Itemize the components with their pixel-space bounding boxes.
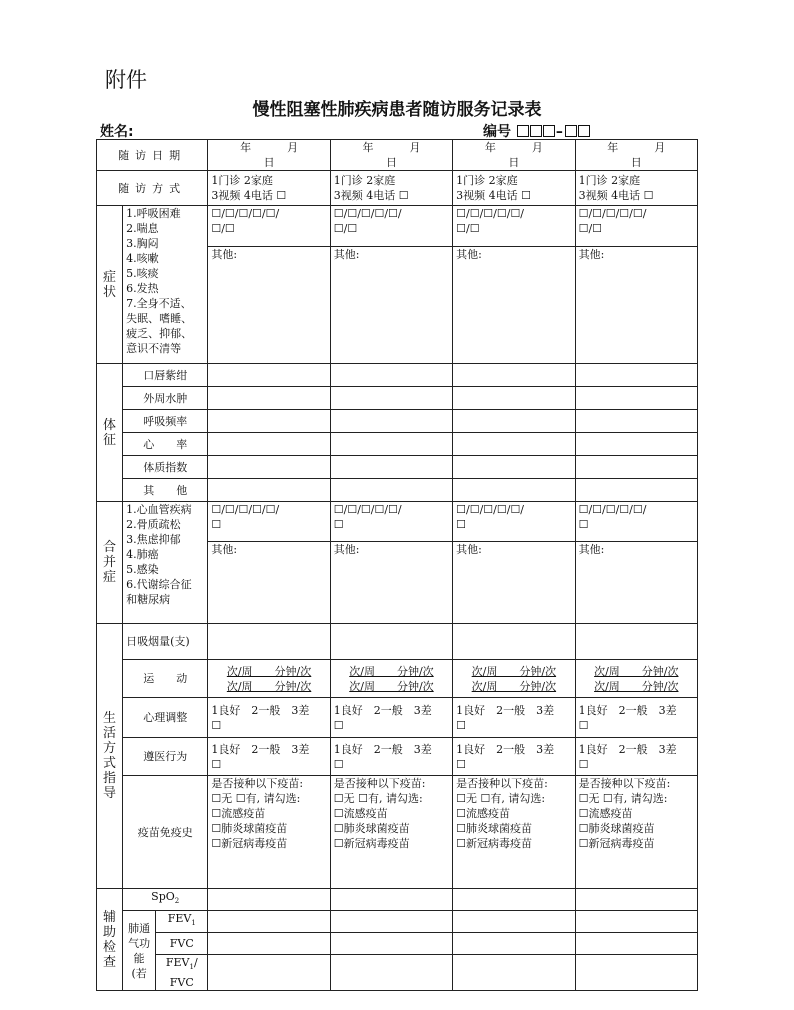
sign-label [123, 433, 208, 456]
mode-options-line2: 3视频 4电话 ☐ [578, 189, 654, 202]
comorbidity-boxes-line2: ☐ [456, 518, 467, 531]
symptom-checkboxes[interactable] [330, 206, 452, 247]
symptom-boxes-line1: ☐/☐/☐/☐/☐/ [456, 207, 525, 220]
comorbidity-boxes-line1: ☐/☐/☐/☐/☐/ [456, 503, 525, 516]
day-label: 日 [630, 156, 642, 169]
table-row [97, 387, 698, 410]
symptom-item: 意识不清等 [126, 342, 182, 355]
smoking-cell[interactable] [208, 624, 330, 660]
comorbidity-item: 2.骨质疏松 [126, 518, 181, 531]
fvc-label-text: FVC [169, 937, 194, 950]
symptom-item: 3.胸闷 [126, 237, 159, 250]
sign-label-text: 体质指数 [143, 460, 188, 474]
table-row [97, 364, 698, 387]
section-signs [97, 364, 123, 502]
year-label: 年 [240, 141, 252, 154]
rating-line1: 1良好 2一般 3差 [456, 742, 555, 756]
exercise-line1: 次/周 分钟/次 [349, 664, 434, 678]
vaccine-line: ☐无 ☐有, 请勾选: [333, 792, 423, 805]
vaccine-line: ☐流感疫苗 [578, 807, 633, 820]
table-row [97, 698, 698, 738]
compliance-cell[interactable] [453, 738, 575, 776]
comorbidity-other-cell[interactable] [330, 542, 452, 624]
table-row [97, 889, 698, 911]
comorbidity-list [123, 502, 208, 624]
section-comorbidity [97, 502, 123, 624]
rating-line1: 1良好 2一般 3差 [211, 742, 310, 756]
sign-value-cell[interactable] [330, 364, 452, 387]
serial-box[interactable] [517, 125, 529, 137]
section-lifestyle [97, 624, 123, 889]
other-label: 其他: [211, 248, 238, 261]
symptom-boxes-line2: ☐/☐ [211, 222, 235, 235]
day-label: 日 [385, 156, 397, 169]
section-symptoms-label: 症状 [103, 269, 117, 300]
vaccine-line: ☐肺炎球菌疫苗 [578, 822, 655, 835]
table-row [97, 502, 698, 542]
exercise-line1: 次/周 分钟/次 [226, 664, 312, 678]
sign-value-cell[interactable] [575, 387, 697, 410]
section-comorbidity-label: 合并症 [103, 540, 117, 585]
table-row [97, 456, 698, 479]
fev1-label-text: FEV [167, 912, 192, 926]
fev1-fvc-cell[interactable] [453, 955, 575, 991]
comorbidity-checkboxes[interactable] [453, 502, 575, 542]
section-aux-exam [97, 889, 123, 991]
vaccine-line: ☐无 ☐有, 请勾选: [456, 792, 546, 805]
fev1-fvc-cell[interactable] [575, 955, 697, 991]
fev1-fvc-label [156, 955, 208, 991]
table-row [97, 776, 698, 889]
serial-box[interactable] [578, 125, 590, 137]
symptom-list [123, 206, 208, 364]
spo2-cell[interactable] [330, 889, 452, 911]
vaccine-line: 是否接种以下疫苗: [211, 777, 304, 790]
ratio-bottom-text: FVC [169, 976, 194, 990]
section-symptoms [97, 206, 123, 364]
symptom-other-cell[interactable] [330, 247, 452, 364]
month-label: 月 [409, 141, 421, 154]
rating-line1: 1良好 2一般 3差 [211, 703, 310, 717]
comorbidity-boxes-line1: ☐/☐/☐/☐/☐/ [211, 503, 280, 516]
form-title: 慢性阻塞性肺疾病患者随访服务记录表 [252, 100, 542, 120]
followup-date-cell[interactable] [208, 140, 330, 171]
exercise-line2: 次/周 分钟/次 [471, 679, 557, 693]
spo2-cell[interactable] [453, 889, 575, 911]
symptom-item: 2.喘息 [126, 222, 159, 235]
sign-value-cell[interactable] [208, 456, 330, 479]
followup-date-label-text: 随访日期 [118, 148, 187, 162]
month-label: 月 [654, 141, 666, 154]
followup-date-cell[interactable] [330, 140, 452, 171]
vaccine-line: ☐新冠病毒疫苗 [456, 837, 533, 850]
compliance-label [123, 738, 208, 776]
rating-line1: 1良好 2一般 3差 [578, 703, 677, 717]
mode-options-line1: 1门诊 2家庭 [456, 174, 518, 187]
sign-label [123, 479, 208, 502]
comorbidity-checkboxes[interactable] [575, 502, 697, 542]
exercise-line2: 次/周 分钟/次 [594, 679, 679, 693]
sign-label-text: 口唇紫绀 [143, 368, 188, 382]
other-label: 其他: [333, 543, 360, 556]
fev1-subscript: 1 [191, 919, 196, 928]
sign-value-cell[interactable] [208, 433, 330, 456]
compliance-label-text: 遵医行为 [143, 750, 188, 763]
comorbidity-other-cell[interactable] [575, 542, 697, 624]
spo2-subscript: 2 [174, 897, 180, 906]
comorbidity-item: 6.代谢综合征 [126, 578, 192, 591]
serial-number-label: 编号 [483, 124, 511, 140]
sign-value-cell[interactable] [330, 387, 452, 410]
exercise-line1: 次/周 分钟/次 [471, 664, 557, 678]
fvc-cell[interactable] [575, 933, 697, 955]
month-label: 月 [531, 141, 543, 154]
section-lifestyle-label: 生活方式指导 [103, 711, 117, 801]
sign-value-cell[interactable] [575, 410, 697, 433]
fev1-cell[interactable] [330, 911, 452, 933]
fvc-cell[interactable] [330, 933, 452, 955]
exercise-line1: 次/周 分钟/次 [594, 664, 679, 678]
smoking-label [123, 624, 208, 660]
table-row [97, 410, 698, 433]
rating-line1: 1良好 2一般 3差 [333, 742, 432, 756]
vaccine-line: 是否接种以下疫苗: [333, 777, 426, 790]
fvc-label [156, 933, 208, 955]
table-row [97, 171, 698, 206]
smoking-cell[interactable] [575, 624, 697, 660]
sign-value-cell[interactable] [575, 433, 697, 456]
other-label: 其他: [456, 248, 482, 261]
rating-line1: 1良好 2一般 3差 [333, 703, 432, 717]
psych-cell[interactable] [330, 698, 452, 738]
followup-mode-label [97, 171, 208, 206]
ratio-subscript: 1 [189, 963, 194, 972]
fvc-cell[interactable] [453, 933, 575, 955]
sign-value-cell[interactable] [330, 479, 452, 502]
followup-mode-label-text: 随访方式 [118, 181, 187, 195]
vaccine-label [123, 776, 208, 889]
year-label: 年 [484, 141, 496, 154]
comorbidity-boxes-line2: ☐ [211, 518, 222, 531]
other-label: 其他: [456, 543, 482, 556]
psych-cell[interactable] [453, 698, 575, 738]
day-label: 日 [508, 156, 520, 169]
lung-function-label-text: 肺通气功能(若 [128, 921, 151, 980]
fev1-fvc-cell[interactable] [208, 955, 330, 991]
sign-label-text: 其 他 [143, 483, 188, 497]
other-label: 其他: [211, 543, 238, 556]
ratio-top-text: FEV [165, 956, 190, 969]
table-row [97, 433, 698, 456]
followup-mode-cell[interactable] [575, 171, 697, 206]
exercise-label-text: 运 动 [143, 672, 188, 685]
symptom-boxes-line1: ☐/☐/☐/☐/☐/ [211, 207, 280, 220]
table-row [97, 911, 698, 933]
rating-line2: ☐ [333, 718, 344, 732]
symptom-boxes-line2: ☐/☐ [578, 222, 603, 235]
sign-label [123, 364, 208, 387]
sign-label [123, 387, 208, 410]
followup-mode-cell[interactable] [330, 171, 452, 206]
mode-options-line2: 3视频 4电话 ☐ [333, 189, 409, 202]
fev1-cell[interactable] [208, 911, 330, 933]
table-row [97, 933, 698, 955]
comorbidity-boxes-line1: ☐/☐/☐/☐/☐/ [578, 503, 647, 516]
followup-date-cell[interactable] [575, 140, 697, 171]
comorbidity-other-cell[interactable] [453, 542, 575, 624]
section-aux-exam-label: 辅助检查 [103, 909, 117, 970]
exercise-cell[interactable] [453, 660, 575, 698]
exercise-line2: 次/周 分钟/次 [349, 679, 434, 693]
fev1-cell[interactable] [453, 911, 575, 933]
table-row [97, 738, 698, 776]
sign-label-text: 外周水肿 [143, 391, 188, 405]
vaccine-line: ☐肺炎球菌疫苗 [211, 822, 288, 835]
sign-value-cell[interactable] [575, 364, 697, 387]
sign-value-cell[interactable] [330, 410, 452, 433]
symptom-item: 4.咳嗽 [126, 252, 159, 265]
mode-options-line1: 1门诊 2家庭 [211, 174, 273, 187]
table-row [97, 955, 698, 991]
vaccine-line: ☐新冠病毒疫苗 [333, 837, 410, 850]
vaccine-line: ☐新冠病毒疫苗 [578, 837, 655, 850]
rating-line2: ☐ [578, 757, 589, 771]
serial-box[interactable] [530, 125, 542, 137]
symptom-boxes-line1: ☐/☐/☐/☐/☐/ [578, 207, 647, 220]
exercise-cell[interactable] [208, 660, 330, 698]
symptom-boxes-line2: ☐/☐ [333, 222, 358, 235]
serial-box[interactable] [565, 125, 577, 137]
rating-line2: ☐ [456, 718, 467, 732]
rating-line1: 1良好 2一般 3差 [578, 742, 677, 756]
sign-value-cell[interactable] [575, 479, 697, 502]
spo2-cell[interactable] [575, 889, 697, 911]
sign-value-cell[interactable] [453, 364, 575, 387]
year-label: 年 [607, 141, 619, 154]
table-row [97, 206, 698, 247]
exercise-cell[interactable] [330, 660, 452, 698]
year-label: 年 [362, 141, 374, 154]
other-label: 其他: [578, 248, 605, 261]
fvc-cell[interactable] [208, 933, 330, 955]
mode-options-line1: 1门诊 2家庭 [578, 174, 641, 187]
spo2-label-text: SpO [151, 890, 175, 904]
rating-line2: ☐ [211, 757, 222, 771]
comorbidity-checkboxes[interactable] [330, 502, 452, 542]
sign-value-cell[interactable] [453, 456, 575, 479]
compliance-cell[interactable] [208, 738, 330, 776]
vaccine-line: ☐新冠病毒疫苗 [211, 837, 288, 850]
sign-value-cell[interactable] [575, 456, 697, 479]
smoking-cell[interactable] [330, 624, 452, 660]
comorbidity-item: 1.心血管疾病 [126, 503, 192, 516]
comorbidity-item: 和糖尿病 [126, 593, 171, 606]
vaccine-cell[interactable] [575, 776, 697, 889]
table-row [97, 660, 698, 698]
exercise-cell[interactable] [575, 660, 697, 698]
comorbidity-item: 3.焦虑抑郁 [126, 533, 181, 546]
table-row [97, 479, 698, 502]
fev1-cell[interactable] [575, 911, 697, 933]
section-signs-label: 体征 [103, 417, 117, 448]
sign-label-text: 呼吸频率 [143, 414, 188, 428]
symptom-item: 疲乏、抑郁、 [126, 327, 193, 340]
other-label: 其他: [333, 248, 360, 261]
comorbidity-item: 5.感染 [126, 563, 159, 576]
vaccine-cell[interactable] [330, 776, 452, 889]
exercise-label [123, 660, 208, 698]
symptom-other-cell[interactable] [208, 247, 330, 364]
serial-number [483, 121, 590, 141]
serial-number-boxes [511, 124, 590, 140]
sign-value-cell[interactable] [330, 433, 452, 456]
fev1-label [156, 911, 208, 933]
psych-cell[interactable] [575, 698, 697, 738]
vaccine-line: ☐流感疫苗 [456, 807, 511, 820]
smoking-label-text: 日吸烟量(支) [126, 635, 190, 648]
sign-label-text: 心 率 [143, 437, 188, 451]
sign-value-cell[interactable] [453, 479, 575, 502]
comorbidity-boxes-line1: ☐/☐/☐/☐/☐/ [333, 503, 402, 516]
symptom-checkboxes[interactable] [208, 206, 330, 247]
psych-label-text: 心理调整 [143, 711, 188, 724]
symptom-item: 6.发热 [126, 282, 159, 295]
symptom-checkboxes[interactable] [453, 206, 575, 247]
followup-date-label [97, 140, 208, 171]
compliance-cell[interactable] [330, 738, 452, 776]
month-label: 月 [287, 141, 299, 154]
vaccine-line: ☐无 ☐有, 请勾选: [578, 792, 668, 805]
sign-value-cell[interactable] [208, 479, 330, 502]
comorbidity-other-cell[interactable] [208, 542, 330, 624]
followup-date-cell[interactable] [453, 140, 575, 171]
symptom-boxes-line2: ☐/☐ [456, 222, 480, 235]
vaccine-cell[interactable] [208, 776, 330, 889]
mode-options-line2: 3视频 4电话 ☐ [211, 189, 287, 202]
followup-mode-cell[interactable] [208, 171, 330, 206]
rating-line2: ☐ [211, 718, 222, 732]
vaccine-line: ☐流感疫苗 [333, 807, 388, 820]
spo2-label [123, 889, 208, 911]
sign-label [123, 410, 208, 433]
sign-value-cell[interactable] [330, 456, 452, 479]
vaccine-cell[interactable] [453, 776, 575, 889]
smoking-cell[interactable] [453, 624, 575, 660]
vaccine-line: 是否接种以下疫苗: [578, 777, 671, 790]
lung-function-label [123, 911, 156, 991]
fev1-fvc-cell[interactable] [330, 955, 452, 991]
symptom-item: 失眠、嗜睡、 [126, 312, 193, 325]
vaccine-label-text: 疫苗免疫史 [137, 825, 193, 839]
symptom-boxes-line1: ☐/☐/☐/☐/☐/ [333, 207, 402, 220]
table-row [97, 140, 698, 171]
symptom-item: 5.咳痰 [126, 267, 159, 280]
comorbidity-boxes-line2: ☐ [333, 518, 344, 531]
mode-options-line1: 1门诊 2家庭 [333, 174, 396, 187]
vaccine-line: 是否接种以下疫苗: [456, 777, 548, 790]
vaccine-line: ☐流感疫苗 [211, 807, 266, 820]
symptom-item: 7.全身不适、 [126, 297, 192, 310]
followup-mode-cell[interactable] [453, 171, 575, 206]
attachment-label: 附件 [105, 68, 147, 92]
sign-value-cell[interactable] [208, 364, 330, 387]
rating-line2: ☐ [456, 757, 467, 771]
serial-dash: – [555, 124, 563, 140]
mode-options-line2: 3视频 4电话 ☐ [456, 189, 532, 202]
rating-line1: 1良好 2一般 3差 [456, 703, 555, 717]
sign-value-cell[interactable] [208, 410, 330, 433]
rating-line2: ☐ [578, 718, 589, 732]
symptom-item: 1.呼吸困难 [126, 207, 181, 220]
exercise-line2: 次/周 分钟/次 [226, 679, 312, 693]
vaccine-line: ☐无 ☐有, 请勾选: [211, 792, 301, 805]
comorbidity-boxes-line2: ☐ [578, 518, 589, 531]
symptom-checkboxes[interactable] [575, 206, 697, 247]
followup-form-table [96, 139, 698, 991]
comorbidity-checkboxes[interactable] [208, 502, 330, 542]
compliance-cell[interactable] [575, 738, 697, 776]
other-label: 其他: [578, 543, 605, 556]
vaccine-line: ☐肺炎球菌疫苗 [456, 822, 533, 835]
psych-cell[interactable] [208, 698, 330, 738]
day-label: 日 [263, 156, 275, 169]
sign-value-cell[interactable] [453, 387, 575, 410]
sign-label [123, 456, 208, 479]
rating-line2: ☐ [333, 757, 344, 771]
sign-value-cell[interactable] [453, 410, 575, 433]
sign-value-cell[interactable] [453, 433, 575, 456]
vaccine-line: ☐肺炎球菌疫苗 [333, 822, 410, 835]
name-label: 姓名: [100, 124, 134, 140]
serial-box[interactable] [543, 125, 555, 137]
comorbidity-item: 4.肺癌 [126, 548, 159, 561]
ratio-slash: / [193, 956, 198, 969]
table-row [97, 624, 698, 660]
symptom-other-cell[interactable] [575, 247, 697, 364]
sign-value-cell[interactable] [208, 387, 330, 410]
spo2-cell[interactable] [208, 889, 330, 911]
psych-label [123, 698, 208, 738]
symptom-other-cell[interactable] [453, 247, 575, 364]
